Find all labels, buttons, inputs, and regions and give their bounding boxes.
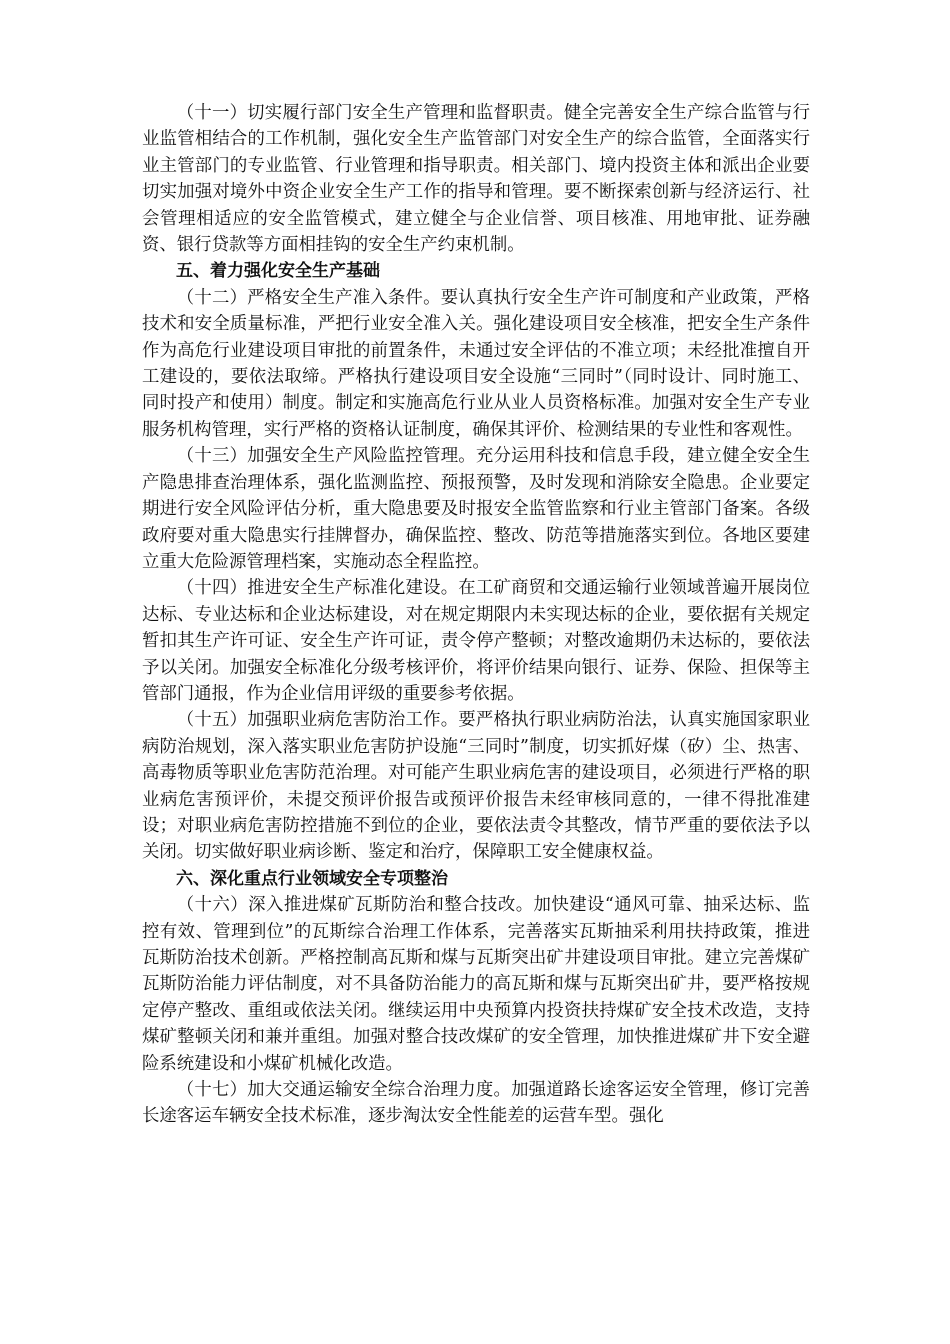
paragraph-17: （十七）加大交通运输安全综合治理力度。加强道路长途客运安全管理，修订完善长途客运车辆安全技术标准，逐步淘汰安全性能差的运营车型。强化 [142, 1080, 810, 1127]
paragraph-16: （十六）深入推进煤矿瓦斯防治和整合技改。加快建设“通风可靠、抽采达标、监控有效、管理到位”的瓦斯综合治理工作体系，完善落实瓦斯抽采利用扶持政策，推进瓦斯防治技术创新。严格控制高瓦斯和煤与瓦斯突出矿井建设项目审批。建立完善煤矿瓦斯防治能力评估制度，对不具备防治能力的高瓦斯和煤与瓦斯突出矿井，要严格按规定停产整改、重组或依法关闭。继续运用中央预算内投资扶持煤矿安全技术改造，支持煤矿整顿关闭和兼并重组。加强对整合技改煤矿的安全管理，加快推进煤矿井下安全避险系统建设和小煤矿机械化改造。 [142, 895, 810, 1074]
section-heading-5: 五、着力强化安全生产基础 [176, 261, 380, 282]
paragraph-13: （十三）加强安全生产风险监控管理。充分运用科技和信息手段，建立健全安全生产隐患排查治理体系，强化监测监控、预报预警，及时发现和消除安全隐患。企业要定期进行安全风险评估分析，重大隐患要及时报安全监管监察和行业主管部门备案。各级政府要对重大隐患实行挂牌督办，确保监控、整改、防范等措施落实到位。各地区要建立重大危险源管理档案，实施动态全程监控。 [142, 446, 810, 572]
paragraph-15: （十五）加强职业病危害防治工作。要严格执行职业病防治法，认真实施国家职业病防治规划，深入落实职业危害防护设施“三同时”制度，切实抓好煤（矽）尘、热害、高毒物质等职业危害防范治理。对可能产生职业病危害的建设项目，必须进行严格的职业病危害预评价，未提交预评价报告或预评价报告未经审核同意的，一律不得批准建设；对职业病危害防控措施不到位的企业，要依法责令其整改，情节严重的要依法予以关闭。切实做好职业病诊断、鉴定和治疗，保障职工安全健康权益。 [142, 710, 810, 863]
document-page [142, 100, 810, 1130]
paragraph-14: （十四）推进安全生产标准化建设。在工矿商贸和交通运输行业领域普遍开展岗位达标、专业达标和企业达标建设，对在规定期限内未实现达标的企业，要依据有关规定暂扣其生产许可证、安全生产许可证，责令停产整顿；对整改逾期仍未达标的，要依法予以关闭。加强安全标准化分级考核评价，将评价结果向银行、证券、保险、担保等主管部门通报，作为企业信用评级的重要参考依据。 [142, 578, 810, 704]
section-heading-6: 六、深化重点行业领域安全专项整治 [176, 868, 448, 889]
paragraph-11: （十一）切实履行部门安全生产管理和监督职责。健全完善安全生产综合监管与行业监管相结合的工作机制，强化安全生产监管部门对安全生产的综合监管，全面落实行业主管部门的专业监管、行业管理和指导职责。相关部门、境内投资主体和派出企业要切实加强对境外中资企业安全生产工作的指导和管理。要不断探索创新与经济运行、社会管理相适应的安全监管模式，建立健全与企业信誉、项目核准、用地审批、证券融资、银行贷款等方面相挂钩的安全生产约束机制。 [142, 103, 810, 256]
paragraph-12: （十二）严格安全生产准入条件。要认真执行安全生产许可制度和产业政策，严格技术和安全质量标准，严把行业安全准入关。强化建设项目安全核准，把安全生产条件作为高危行业建设项目审批的前置条件，未通过安全评估的不准立项；未经批准擅自开工建设的，要依法取缔。严格执行建设项目安全设施“三同时”（同时设计、同时施工、同时投产和使用）制度。制定和实施高危行业从业人员资格标准。加强对安全生产专业服务机构管理，实行严格的资格认证制度，确保其评价、检测结果的专业性和客观性。 [142, 287, 810, 440]
